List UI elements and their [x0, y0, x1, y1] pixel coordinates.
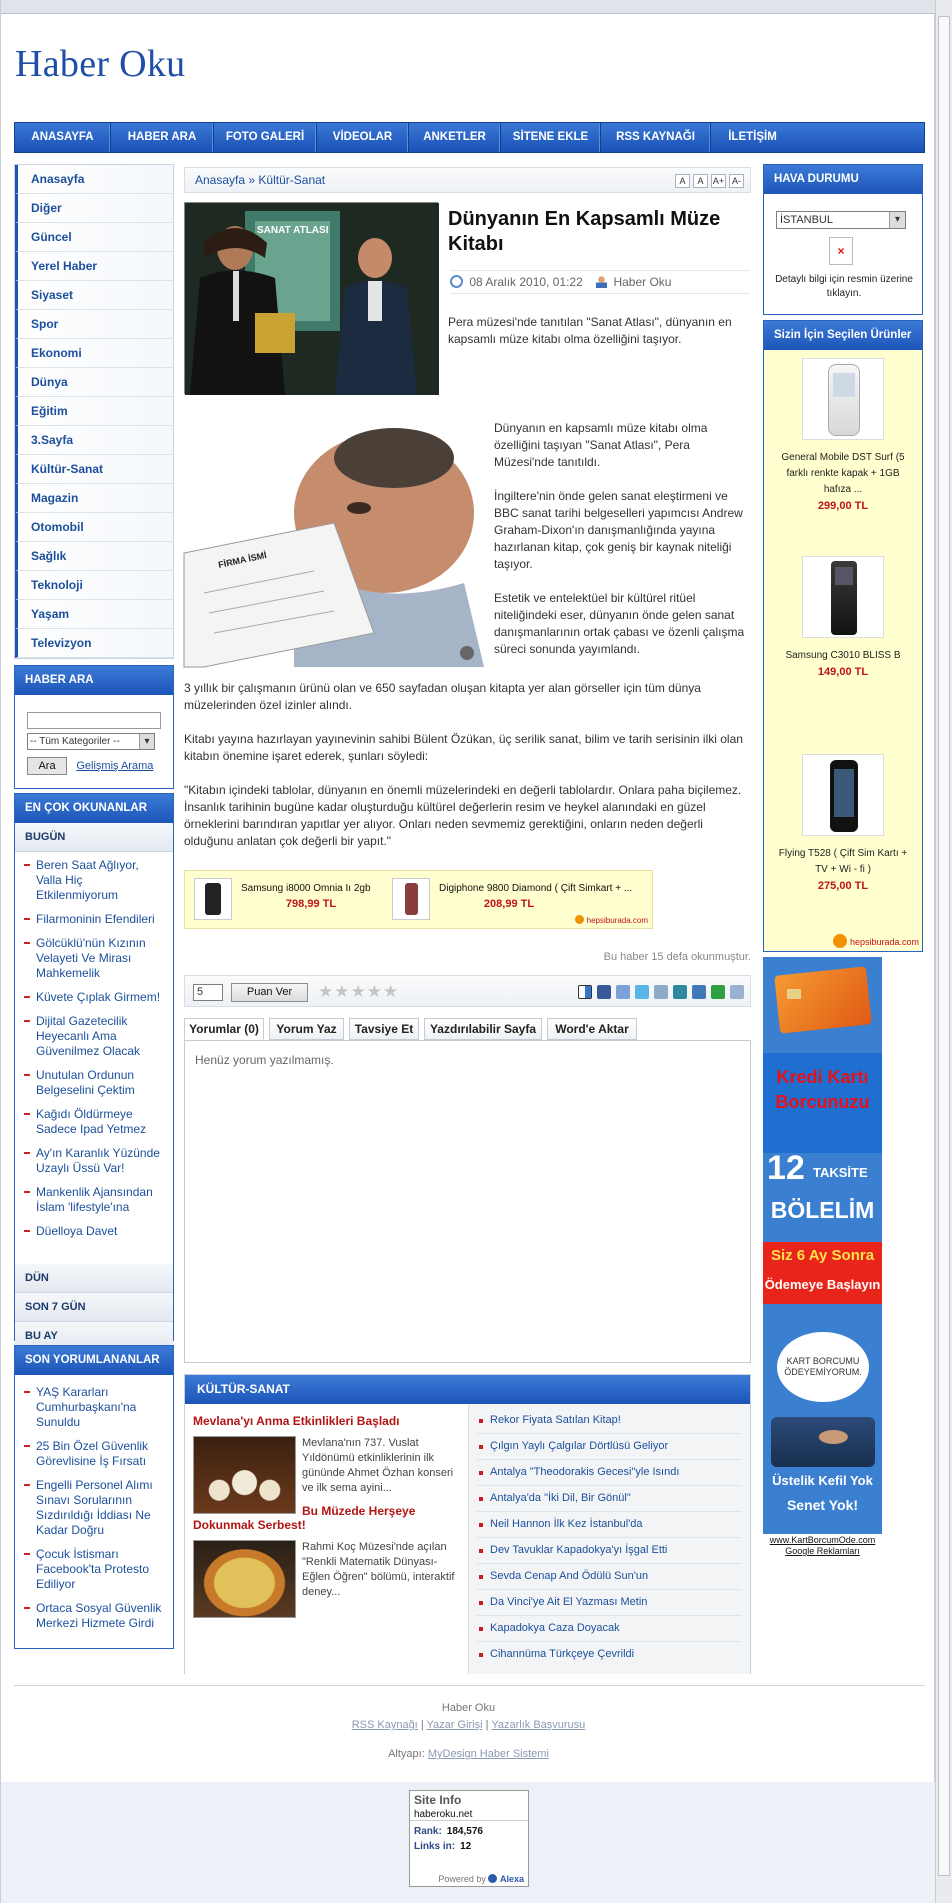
- product-name: Flying T528 ( Çift Sim Kartı + TV + Wi - fi ): [778, 848, 908, 875]
- hepsiburada-text: hepsiburada.com: [849, 937, 919, 947]
- most-read-item[interactable]: Unutulan Ordunun Belgeselini Çektim: [23, 1068, 165, 1098]
- footer-credit-label: Altyapı:: [388, 1748, 425, 1760]
- category-item[interactable]: Diğer: [15, 194, 173, 223]
- article-paragraph: 3 yıllık bir çalışmanın ürünü olan ve 650 sayfadan oluşan kitapta yer alan görseller için tüm dünya müzelerinden özel izinler alındı.: [184, 681, 701, 712]
- rating-stars[interactable]: ★★★★★: [318, 982, 400, 1001]
- recent-comment-item[interactable]: Ortaca Sosyal Güvenlik Merkezi Hizmete Girdi: [23, 1601, 165, 1631]
- culture-link[interactable]: Da Vinci'ye Ait El Yazması Metin: [477, 1590, 742, 1616]
- twitter-icon[interactable]: [635, 985, 649, 999]
- article-lead: Pera müzesi'nde tanıtılan "Sanat Atlası", dünyanın en kapsamlı müze kitabı olma özelliğini taşıyor.: [448, 315, 732, 346]
- most-read-item[interactable]: Düelloya Davet: [23, 1224, 165, 1239]
- most-read-item[interactable]: Filarmoninin Efendileri: [23, 912, 165, 927]
- footer-author-login-link[interactable]: Yazar Girişi: [426, 1719, 483, 1731]
- nav-videolar[interactable]: VİDEOLAR: [317, 123, 409, 152]
- category-item[interactable]: Magazin: [15, 484, 173, 513]
- ad-speech-bubble: [777, 1332, 869, 1402]
- ad-card-chip: [787, 989, 801, 999]
- product-card[interactable]: [764, 556, 922, 678]
- main-nav: [14, 122, 925, 153]
- powered-by-text: Powered by: [438, 1874, 486, 1884]
- category-item[interactable]: Siyaset: [15, 281, 173, 310]
- article-photo-main[interactable]: [184, 202, 438, 394]
- product-image: [802, 754, 884, 836]
- culture-link[interactable]: Sevda Cenap And Ödülü Sun'un: [477, 1564, 742, 1590]
- nav-rss[interactable]: RSS KAYNAĞI: [601, 123, 711, 152]
- most-read-item[interactable]: Gölcüklü'nün Kızının Velayeti Ve Mirası Mahkemelik: [23, 936, 165, 981]
- recent-comments-title: SON YORUMLANANLAR: [15, 1346, 173, 1375]
- ad-taksit-number: 12: [767, 1149, 805, 1187]
- article-paragraph: Estetik ve entelektüel bir kültürel ritüel niteliğindeki eser, dünyanın önde gelen sanat danışmanlarının ortak çabası ve özenli çalışma süreci sonunda yayımlandı.: [494, 591, 745, 656]
- scrollbar-thumb[interactable]: [938, 16, 950, 1876]
- product-card[interactable]: [764, 358, 922, 512]
- product-name: General Mobile DST Surf (5 farklı renkte kapak + 1GB hafıza ...: [781, 452, 905, 495]
- links-value: 12: [460, 1841, 472, 1852]
- credit-card-ad[interactable]: [763, 957, 882, 1534]
- weather-title: HAVA DURUMU: [764, 165, 922, 194]
- shop-product[interactable]: [189, 878, 379, 922]
- search-box: [14, 665, 174, 789]
- font-size-controls: [675, 174, 744, 188]
- category-menu: [14, 164, 174, 659]
- rank-value: 184,576: [446, 1826, 483, 1837]
- product-price: 299,00 TL: [817, 500, 869, 512]
- alexa-site-info-widget[interactable]: [409, 1790, 529, 1887]
- category-item[interactable]: Dünya: [15, 368, 173, 397]
- ad-bottom-1: Üstelik Kefil Yok: [772, 1473, 873, 1488]
- product-image: [194, 878, 232, 920]
- breadcrumb-home[interactable]: Anasayfa: [195, 173, 246, 187]
- breadcrumb-separator: »: [248, 173, 256, 187]
- search-input[interactable]: [27, 712, 161, 729]
- hepsiburada-icon: [575, 915, 584, 924]
- product-image: [392, 878, 430, 920]
- breadcrumb: [184, 167, 751, 193]
- featured-news-image[interactable]: [193, 1540, 296, 1618]
- article-paragraph: "Kitabın içindeki tablolar, dünyanın en önemli müzelerindeki en değerli tablolardır. Onlara paha biçilemez. İnsanlık tarihinin bugüne kadar oluşturduğu kültürel değerlerin resim ve heykel alanındaki en güzel örneklerini barındıran yapıtlar yer alıyor. Onları neden sevmemiz gerektiğini, onların neden değerli olduğunu anlatan çok değerli bir yapıt.": [184, 783, 742, 848]
- ad-bottom-2: Senet Yok!: [786, 1497, 859, 1513]
- read-count: Bu haber 15 defa okunmuştur.: [603, 951, 751, 963]
- ad-card-graphic: [774, 966, 872, 1033]
- tab-export-word[interactable]: Word'e Aktar: [547, 1018, 637, 1040]
- article-paragraph: Kitabı yayına hazırlayan yayınevinin sahibi Bülent Özükan, üç serilik sanat, bilim ve tarih serisinin ilki olan kitabın önemine işaret ederek, şunları söyledi:: [184, 732, 743, 763]
- email-icon[interactable]: [730, 985, 744, 999]
- footer-site-name: Haber Oku: [441, 1702, 496, 1714]
- siteinfo-title: Site Info: [414, 1793, 462, 1807]
- culture-link[interactable]: Kapadokya Caza Doyacak: [477, 1616, 742, 1642]
- article-tabs: [184, 1018, 751, 1040]
- rank-label: Rank:: [414, 1826, 442, 1837]
- digg-icon[interactable]: [692, 985, 706, 999]
- featured-news-summary: Mevlana'nın 737. Vuslat Yıldönümü etkinliklerinin ilk gününde Ahmet Özhan konseri ve ilk sema ayini...: [302, 1437, 454, 1494]
- font-increase-button[interactable]: A+: [712, 176, 725, 186]
- culture-link[interactable]: Dev Tavuklar Kapadokya'yı İşgal Etti: [477, 1538, 742, 1564]
- featured-news[interactable]: [193, 1504, 460, 1600]
- product-price: 275,00 TL: [817, 880, 869, 892]
- culture-featured: [185, 1404, 468, 1674]
- category-item[interactable]: Spor: [15, 310, 173, 339]
- font-normal-button[interactable]: A: [693, 174, 708, 188]
- culture-art-title[interactable]: KÜLTÜR-SANAT: [185, 1375, 750, 1404]
- hepsiburada-icon: [833, 934, 847, 948]
- most-read-item[interactable]: Dijital Gazetecilik Heyecanlı Ama Güvenilmez Olacak: [23, 1014, 165, 1059]
- product-name: Samsung i8000 Omnia Iı 2gb: [241, 883, 371, 894]
- article-author[interactable]: Haber Oku: [613, 275, 672, 289]
- culture-link[interactable]: Rekor Fiyata Satılan Kitap!: [477, 1408, 742, 1434]
- share-icons: [578, 985, 744, 999]
- tab-recommend[interactable]: Tavsiye Et: [349, 1018, 419, 1040]
- clock-icon: [450, 275, 463, 288]
- no-comments-text: Henüz yorum yazılmamış.: [195, 1053, 334, 1067]
- city-select[interactable]: İSTANBUL ▾: [776, 211, 906, 229]
- tab-last-7-days[interactable]: SON 7 GÜN: [15, 1293, 173, 1322]
- recent-comment-item[interactable]: YAŞ Kararları Cumhurbaşkanı'na Sunuldu: [23, 1385, 165, 1430]
- category-item[interactable]: Ekonomi: [15, 339, 173, 368]
- nav-haber-ara[interactable]: HABER ARA: [111, 123, 214, 152]
- nav-iletisim[interactable]: İLETİŞİM: [728, 131, 777, 143]
- rating-select[interactable]: 5: [193, 984, 223, 1001]
- featured-news-title[interactable]: Mevlana'yı Anma Etkinlikleri Başladı: [193, 1414, 400, 1428]
- inline-shop-ad: [184, 870, 653, 929]
- article-paragraph: İngiltere'nin önde gelen sanat eleştirmeni ve BBC sanat tarihi belgeselleri yapımcısı Andrew Graham-Dixon'ın danışmanlığında yayına hazırlanan kitap, çok geniş bir kaynak niteliği taşıyor.: [494, 489, 743, 571]
- delicious-icon[interactable]: [578, 985, 592, 999]
- category-item[interactable]: Sağlık: [15, 542, 173, 571]
- product-price: 149,00 TL: [817, 666, 869, 678]
- browser-top-edge: [1, 0, 936, 14]
- hepsiburada-logo[interactable]: [575, 915, 648, 925]
- article-photo-secondary[interactable]: [184, 413, 484, 667]
- nav-sitene-ekle[interactable]: SİTENE EKLE: [501, 123, 601, 152]
- ad-sub-2: Ödemeye Başlayın: [764, 1277, 881, 1292]
- most-read-item[interactable]: Küvete Çıplak Girmem!: [23, 990, 165, 1005]
- category-item[interactable]: 3.Sayfa: [15, 426, 173, 455]
- tab-printable[interactable]: Yazdırılabilir Sayfa: [424, 1018, 542, 1040]
- nav-anketler[interactable]: ANKETLER: [409, 123, 501, 152]
- siteinfo-links: [410, 1839, 528, 1854]
- most-read-title: EN ÇOK OKUNANLAR: [15, 794, 173, 823]
- recent-comment-item[interactable]: Engelli Personel Alımı Sınavı Sorularının Sızdırıldığı İddiası Ne Kadar Doğru: [23, 1478, 165, 1538]
- tab-comments[interactable]: Yorumlar (0): [184, 1018, 264, 1040]
- category-item[interactable]: Yerel Haber: [15, 252, 173, 281]
- category-item[interactable]: Yaşam: [15, 600, 173, 629]
- article-date: 08 Aralık 2010, 01:22: [469, 275, 583, 289]
- footer-author-apply-link[interactable]: Yazarlık Başvurusu: [491, 1719, 586, 1731]
- advanced-search-link[interactable]: Gelişmiş Arama: [76, 760, 154, 772]
- add-icon[interactable]: [711, 985, 725, 999]
- most-read-item[interactable]: Mankenlik Ajansından İslam 'lifestyle'ına: [23, 1185, 165, 1215]
- footer: [1, 1700, 936, 1763]
- footer-divider: [14, 1685, 925, 1686]
- weather-box: [763, 164, 923, 315]
- nav-anasayfa[interactable]: ANASAYFA: [15, 123, 111, 152]
- featured-news-summary: Rahmi Koç Müzesi'nde açılan "Renkli Matematik Dünyası-Eğlen Öğren" bölümü, interaktif deney...: [302, 1541, 455, 1598]
- article-meta: [450, 270, 750, 294]
- category-item[interactable]: Kültür-Sanat: [15, 455, 173, 484]
- weather-image-icon[interactable]: ×: [829, 237, 853, 265]
- footer-separator: |: [485, 1719, 489, 1731]
- vertical-scrollbar[interactable]: [935, 0, 952, 1903]
- recent-comment-item[interactable]: 25 Bin Özel Güvenlik Görevlisine İş Fırsatı: [23, 1439, 165, 1469]
- culture-link[interactable]: Cihannüma Türkçeye Çevrildi: [477, 1642, 742, 1668]
- culture-link[interactable]: Neil Hannon İlk Kez İstanbul'da: [477, 1512, 742, 1538]
- article-body-side: [494, 420, 752, 675]
- product-image: [802, 358, 884, 440]
- category-item[interactable]: Otomobil: [15, 513, 173, 542]
- google-icon[interactable]: [654, 985, 668, 999]
- font-decrease-button[interactable]: A-: [729, 174, 744, 188]
- products-title: Sizin İçin Seçilen Ürünler: [764, 321, 922, 350]
- most-read-item[interactable]: Ay'ın Karanlık Yüzünde Uzaylı Üssü Var!: [23, 1146, 165, 1176]
- culture-art-box: [184, 1374, 751, 1674]
- alexa-text: Alexa: [499, 1874, 524, 1884]
- footer-rss-link[interactable]: RSS Kaynağı: [351, 1719, 418, 1731]
- tab-write-comment[interactable]: Yorum Yaz: [269, 1018, 344, 1040]
- breadcrumb-section[interactable]: Kültür-Sanat: [258, 173, 326, 187]
- ad-link[interactable]: [763, 1535, 882, 1557]
- featured-news[interactable]: [193, 1414, 460, 1496]
- most-read-item[interactable]: Beren Saat Ağlıyor, Valla Hiç Etkilenmiyorum: [23, 858, 165, 903]
- font-reset-button[interactable]: A: [675, 174, 690, 188]
- product-name: Samsung C3010 BLISS B: [785, 650, 901, 661]
- links-label: Links in:: [414, 1841, 456, 1852]
- product-name: Digiphone 9800 Diamond ( Çift Simkart + ...: [439, 883, 633, 894]
- search-category-select[interactable]: -- Tüm Kategoriler -- ▾: [27, 733, 155, 750]
- hepsiburada-logo[interactable]: [833, 934, 919, 948]
- alexa-icon: [488, 1874, 497, 1883]
- author-icon: [596, 276, 607, 288]
- culture-link[interactable]: Antalya "Theodorakis Gecesi"yle Isındı: [477, 1460, 742, 1486]
- powered-by-alexa: [438, 1874, 524, 1884]
- tab-yesterday[interactable]: DÜN: [15, 1264, 173, 1293]
- tab-this-month[interactable]: BU AY: [15, 1322, 173, 1351]
- article-body: [184, 680, 754, 867]
- footer-credit-link[interactable]: MyDesign Haber Sistemi: [427, 1748, 549, 1760]
- culture-link[interactable]: Çılgın Yaylı Çalgılar Dörtlüsü Geliyor: [477, 1434, 742, 1460]
- nav-foto-galeri[interactable]: FOTO GALERİ: [214, 123, 317, 152]
- ad-url[interactable]: www.KartBorcumOde.com: [769, 1535, 876, 1545]
- photo-paper-text: FİRMA İSMİ: [217, 549, 268, 570]
- category-item[interactable]: Televizyon: [15, 629, 173, 658]
- featured-news-title[interactable]: Bu Müzede Herşeye Dokunmak Serbest!: [193, 1504, 416, 1532]
- siteinfo-domain: haberoku.net: [410, 1809, 528, 1821]
- ad-person-graphic: [771, 1417, 875, 1467]
- comments-panel: [184, 1040, 751, 1363]
- culture-links: [468, 1404, 750, 1674]
- product-card[interactable]: [764, 754, 922, 892]
- category-item[interactable]: Eğitim: [15, 397, 173, 426]
- category-item[interactable]: Güncel: [15, 223, 173, 252]
- most-read-box: [14, 793, 174, 1341]
- siteinfo-rank: [410, 1824, 528, 1839]
- selected-products-box: [763, 320, 923, 952]
- product-price: 798,99 TL: [285, 898, 337, 910]
- product-image: [802, 556, 884, 638]
- ad-headline-1: Kredi Kartı: [776, 1067, 869, 1087]
- myspace-icon[interactable]: [616, 985, 630, 999]
- recent-comment-item[interactable]: Çocuk İstismarı Facebook'ta Protesto Ediliyor: [23, 1547, 165, 1592]
- photo-sign-text: SANAT ATLASI: [257, 225, 329, 236]
- product-price: 208,99 TL: [483, 898, 535, 910]
- category-item[interactable]: Anasayfa: [15, 165, 173, 194]
- ad-headline-2: Borcunuzu: [775, 1092, 870, 1112]
- tab-today[interactable]: BUGÜN: [15, 823, 173, 852]
- article-title: Dünyanın En Kapsamlı Müze Kitabı: [448, 208, 721, 255]
- footer-separator: |: [420, 1719, 424, 1731]
- hepsiburada-text: hepsiburada.com: [586, 916, 648, 925]
- weather-hint: Detaylı bilgi için resmin üzerine tıklayın.: [775, 274, 913, 299]
- recent-comments-box: [14, 1345, 174, 1649]
- rate-button[interactable]: Puan Ver: [231, 983, 308, 1002]
- ad-taksit-text: TAKSİTE: [813, 1165, 868, 1180]
- ad-sub-1: Siz 6 Ay Sonra: [770, 1247, 875, 1264]
- ad-bubble-text: KART BORCUMU ÖDEYEMİYORUM.: [784, 1356, 862, 1377]
- featured-news-image[interactable]: [193, 1436, 296, 1514]
- most-read-item[interactable]: Kağıdı Öldürmeye Sadece Ipad Yetmez: [23, 1107, 165, 1137]
- ad-bolelim: BÖLELİM: [770, 1197, 875, 1223]
- search-button[interactable]: Ara: [27, 757, 67, 775]
- search-box-title: HABER ARA: [15, 666, 173, 695]
- article-paragraph: Dünyanın en kapsamlı müze kitabı olma özelliğini taşıyan "Sanat Atlası", Pera Müzesi'nde tanıtıldı.: [494, 421, 708, 469]
- stumbleupon-icon[interactable]: [673, 985, 687, 999]
- culture-link[interactable]: Antalya'da "İki Dil, Bir Gönül": [477, 1486, 742, 1512]
- category-item[interactable]: Teknoloji: [15, 571, 173, 600]
- facebook-icon[interactable]: [597, 985, 611, 999]
- rating-bar: [184, 975, 751, 1007]
- site-logo[interactable]: Haber Oku: [15, 43, 186, 85]
- google-ads-link[interactable]: Google Reklamları: [785, 1546, 860, 1556]
